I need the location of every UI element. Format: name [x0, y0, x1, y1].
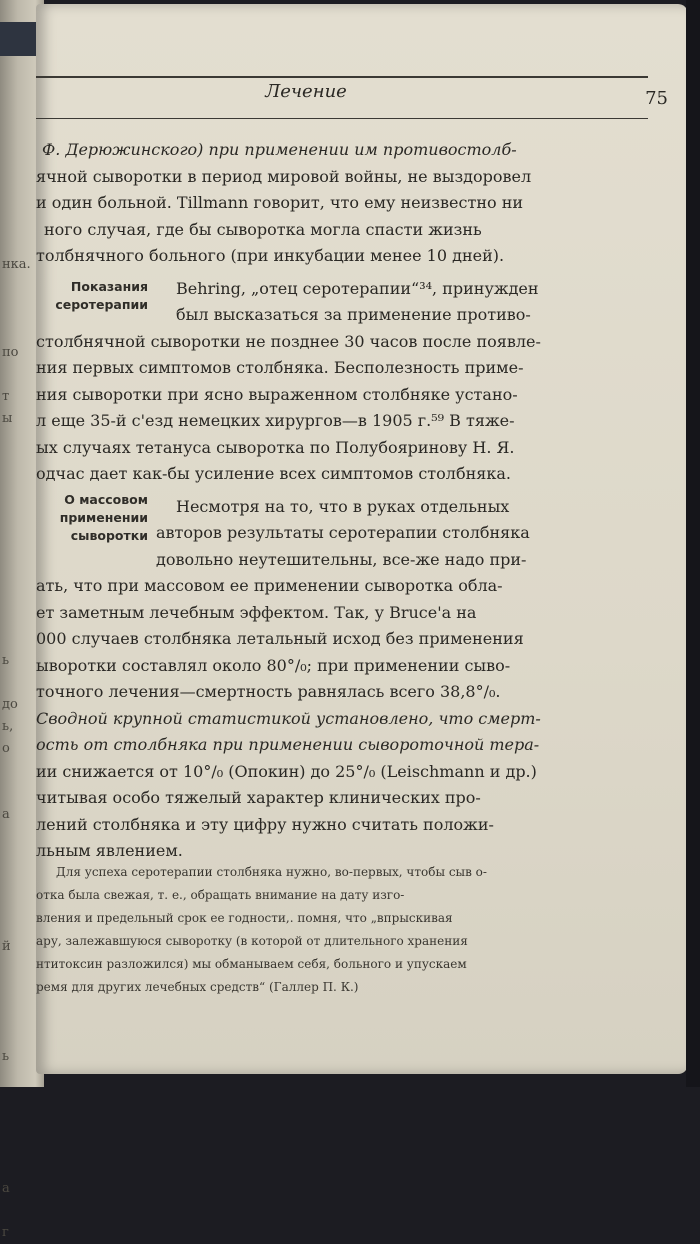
- body-line: ного случая, где бы сыворотка могла спасти жизнь: [44, 219, 482, 239]
- book-page: [36, 4, 688, 1074]
- body-line: толбнячного больного (при инкубации менее 10 дней).: [36, 246, 505, 265]
- body-line: был высказаться за применение противо-: [176, 305, 531, 324]
- body-line: Несмотря на то, что в руках отдельных: [176, 496, 510, 516]
- body-line: ет заметным лечебным эффектом. Так, у Bruce'а на: [36, 602, 477, 622]
- body-line: льным явлением.: [36, 841, 183, 860]
- body-line: и один больной. Tillmann говорит, что ему неизвестно ни: [36, 193, 524, 212]
- body-line: довольно неутешительны, все-же надо при-: [156, 549, 527, 569]
- footnote-line: ремя для других лечебных средств“ (Галлер П. К.): [36, 980, 359, 994]
- right-shadow: [686, 0, 700, 1087]
- body-line: ость от столбняка при применении сывороточной тера-: [36, 735, 540, 754]
- footnote-line: вления и предельный срок ее годности,. помня, что „впрыскивая: [36, 911, 453, 925]
- body-line: лений столбняка и эту цифру нужно считать положи-: [36, 814, 494, 834]
- body-line: ячной сыворотки в период мировой войны, не выздоровел: [36, 166, 532, 186]
- body-line: ии снижается от 10°/₀ (Опокин) до 25°/₀ (Leischmann и др.): [36, 761, 537, 781]
- footnote-line: Для успеха серотерапии столбняка нужно, во-первых, чтобы сыв о-: [56, 865, 487, 879]
- body-line: Behring, „отец серотерапии“³⁴, принужден: [176, 278, 539, 298]
- body-line: ыворотки составлял около 80°/₀; при применении сыво-: [36, 655, 511, 675]
- footnote: [36, 861, 596, 999]
- body-line: точного лечения—смертность равнялась всего 38,8°/₀.: [36, 682, 501, 701]
- body-line: ать, что при массовом ее применении сыворотка обла-: [36, 576, 503, 595]
- page-number: 75: [645, 88, 668, 109]
- body-text: [36, 137, 596, 865]
- body-line: л еще 35-й с'езд немецких хирургов—в 1905 г.⁵⁹ В тяже-: [36, 411, 515, 430]
- body-line: Сводной крупной статистикой установлено, что смерт-: [36, 708, 541, 728]
- body-line: читывая особо тяжелый характер клинических про-: [36, 788, 481, 807]
- margin-note-mass-use: О массовом применении сыворотки: [59, 492, 148, 543]
- footnote-line: нтитоксин разложился) мы обманываем себя, больного и упускаем: [36, 957, 467, 971]
- footnote-line: ару, залежавшуюся сыворотку (в которой от длительного хранения: [36, 934, 468, 948]
- body-line: ых случаях тетануса сыворотка по Полубояринову Н. Я.: [36, 437, 515, 457]
- body-line: 000 случаев столбняка летальный исход без применения: [36, 629, 524, 648]
- body-line: ния первых симптомов столбняка. Бесполезность приме-: [36, 358, 524, 377]
- header-title: Лечение: [265, 81, 347, 102]
- body-line: авторов результаты серотерапии столбняка: [156, 523, 530, 542]
- body-line: Ф. Дерюжинского) при применении им противостолб-: [42, 140, 517, 159]
- running-header: [36, 76, 648, 119]
- body-line: столбнячной сыворотки не позднее 30 часов после появле-: [36, 331, 541, 351]
- body-line: ния сыворотки при ясно выраженном столбняке устано-: [36, 384, 518, 404]
- footnote-line: отка была свежая, т. е., обращать внимание на дату изго-: [36, 888, 405, 902]
- margin-note-indications: Показания серотерапии: [55, 279, 148, 312]
- left-page-text-fragments: нка. по т ы ь до ь, о а й ь а г: [2, 257, 31, 1240]
- body-line: одчас дает как-бы усиление всех симптомов столбняка.: [36, 464, 511, 483]
